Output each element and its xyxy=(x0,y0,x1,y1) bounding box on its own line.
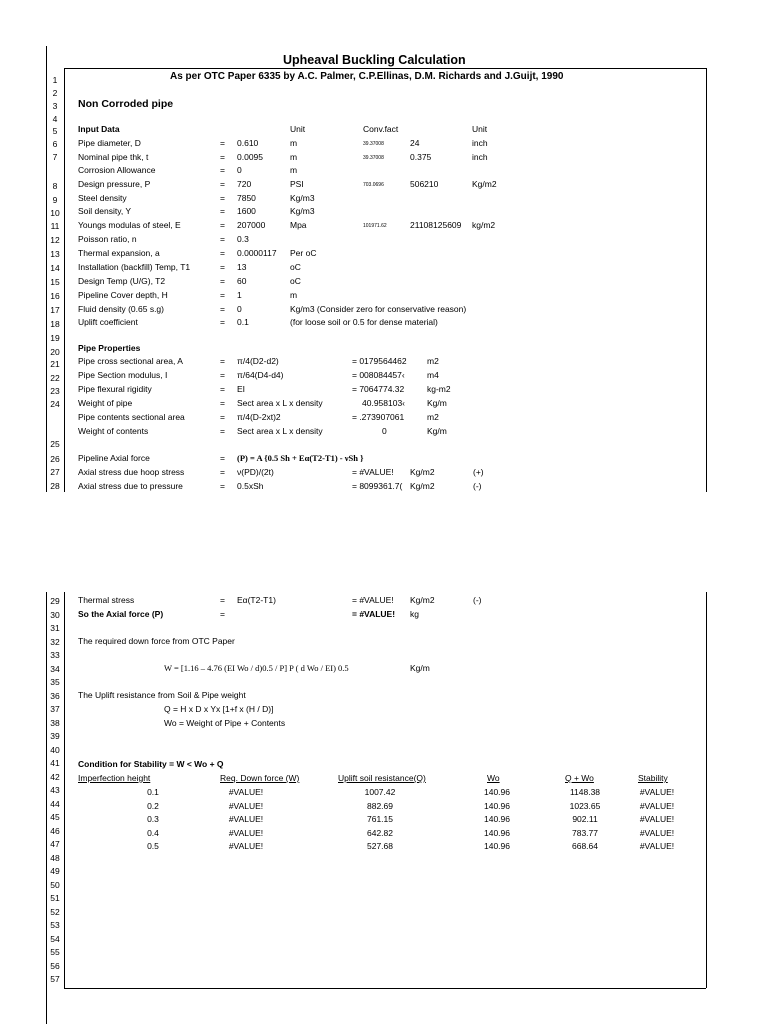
row-number: 42 xyxy=(50,771,60,782)
input-value: 7850 xyxy=(237,193,256,203)
wo-header: Wo xyxy=(487,773,500,783)
uplift-resistance-header: Uplift soil resistance(Q) xyxy=(338,773,426,783)
q-formula: Q = H x D x Yx [1+f x (H / D)] xyxy=(164,704,274,714)
stability-cell: #VALUE! xyxy=(639,787,675,797)
axial-label: Axial stress due to pressure xyxy=(78,481,183,491)
input-unit: Kg/m3 xyxy=(290,206,315,216)
row-number: 12 xyxy=(50,235,60,245)
property-unit: Kg/m xyxy=(427,398,447,408)
row-number: 13 xyxy=(50,249,60,259)
axial-sign: (-) xyxy=(473,481,482,491)
row-number: 52 xyxy=(50,906,60,917)
property-formula: π/4(D2-d2) xyxy=(237,356,279,366)
input-equals: = xyxy=(220,193,225,203)
input-value: 1 xyxy=(237,290,242,300)
input-equals: = xyxy=(220,276,225,286)
uplift-resistance-cell: 882.69 xyxy=(367,800,393,811)
axial-unit: Kg/m2 xyxy=(410,481,435,491)
row-number: 47 xyxy=(50,839,60,849)
conv-factor: 39.37008 xyxy=(363,155,384,161)
row-number: 31 xyxy=(50,623,60,633)
row-number: 6 xyxy=(52,139,58,149)
imperfection-height-cell: 0.2 xyxy=(147,800,159,811)
row-number: 40 xyxy=(50,744,60,755)
down-force-cell: #VALUE! xyxy=(228,827,264,838)
row-number: 24 xyxy=(50,399,60,409)
required-down-force-text: The required down force from OTC Paper xyxy=(78,636,235,646)
row-number: 39 xyxy=(50,731,60,741)
uplift-resistance-cell: 1007.42 xyxy=(364,787,396,797)
row-number: 2 xyxy=(52,88,58,98)
imperfection-height-cell: 0.5 xyxy=(147,841,159,851)
input-unit: Kg/m3 (Consider zero for conservative reason) xyxy=(290,304,467,314)
property-unit: m2 xyxy=(427,412,439,422)
uplift-resistance-text: The Uplift resistance from Soil & Pipe weight xyxy=(78,690,246,700)
input-value: 0.0000117 xyxy=(237,248,277,258)
property-value: = .273907061 xyxy=(352,412,405,422)
input-unit: Mpa xyxy=(290,220,307,230)
property-value: = 0179564462 xyxy=(352,356,407,366)
row-number: 50 xyxy=(50,879,60,890)
property-unit: m2 xyxy=(427,356,439,366)
row-number: 23 xyxy=(50,386,60,396)
input-unit: oC xyxy=(290,262,301,272)
input-value: 0.3 xyxy=(237,234,249,244)
input-value: 60 xyxy=(237,276,247,286)
property-formula: π/64(D4-d4) xyxy=(237,370,284,380)
axial-force-eq: = xyxy=(220,609,225,619)
axial-equals: = xyxy=(220,481,225,491)
input-unit: PSI xyxy=(290,179,304,189)
row-number: 29 xyxy=(50,596,60,606)
page1-rownum-divider xyxy=(64,68,65,492)
row-number: 30 xyxy=(50,609,60,620)
wo-cell: 140.96 xyxy=(484,814,510,824)
property-equals: = xyxy=(220,370,225,380)
conv-factor: 703.0696 xyxy=(363,182,384,188)
row-number: 14 xyxy=(50,263,60,273)
stability-condition: Condition for Stability = W < Wo + Q xyxy=(78,759,224,769)
wo-cell: 140.96 xyxy=(484,827,510,838)
input-label: Soil density, Y xyxy=(78,206,132,216)
imperfection-height-cell: 0.4 xyxy=(147,827,159,838)
property-label: Weight of contents xyxy=(78,426,149,436)
wo-formula: Wo = Weight of Pipe + Contents xyxy=(164,718,286,728)
down-force-cell: #VALUE! xyxy=(228,787,264,797)
stability-cell: #VALUE! xyxy=(639,827,675,838)
input-value: 0.610 xyxy=(237,138,259,148)
row-number: 18 xyxy=(50,319,60,329)
q-plus-wo-cell: 902.11 xyxy=(572,814,598,824)
input-label: Poisson ratio, n xyxy=(78,234,137,244)
property-value: 0 xyxy=(382,426,387,436)
axial-formula: ν(PD)/(2t) xyxy=(237,467,274,477)
property-unit: m4 xyxy=(427,370,439,380)
property-formula: EI xyxy=(237,384,246,394)
page1-right-border xyxy=(706,68,707,492)
row-number: 22 xyxy=(50,373,60,383)
input-value: 207000 xyxy=(237,220,266,230)
page2-bottom-rule xyxy=(64,988,706,989)
property-formula: Sect area x L x density xyxy=(237,426,323,436)
row-number: 17 xyxy=(50,305,60,315)
row-number: 34 xyxy=(50,663,60,674)
row-number: 28 xyxy=(50,481,60,491)
input-value: 13 xyxy=(237,262,247,272)
axial-label: Axial stress due hoop stress xyxy=(78,467,185,477)
property-equals: = xyxy=(220,384,225,394)
input-equals: = xyxy=(220,317,225,327)
input-equals: = xyxy=(220,165,225,175)
wo-cell: 140.96 xyxy=(484,787,510,797)
input-value: 0.0095 xyxy=(237,152,263,162)
row-number: 25 xyxy=(50,439,60,449)
axial-force-label: So the Axial force (P) xyxy=(78,609,164,619)
axial-force-value: = #VALUE! xyxy=(352,609,396,619)
wo-cell: 140.96 xyxy=(484,800,510,811)
stability-cell: #VALUE! xyxy=(639,800,675,811)
axial-value: = #VALUE! xyxy=(352,467,394,477)
property-equals: = xyxy=(220,426,225,436)
row-number: 19 xyxy=(50,333,60,343)
w-formula: W = [1.16 – 4.76 (EI Wo / d)0.5 / P] P ( d Wo / EI) 0.5 xyxy=(164,663,349,673)
row-number: 43 xyxy=(50,785,60,795)
property-equals: = xyxy=(220,412,225,422)
input-equals: = xyxy=(220,152,225,162)
input-unit: Per oC xyxy=(290,248,317,258)
input-label: Uplift coefficient xyxy=(78,317,138,327)
section-title: Non Corroded pipe xyxy=(78,98,174,110)
converted-unit: inch xyxy=(472,138,488,148)
input-unit: m xyxy=(290,165,298,175)
axial-formula: (P) = A {0.5 Sh + Eα(T2-T1) - νSh } xyxy=(237,453,364,463)
input-data-header: Input Data xyxy=(78,124,120,134)
thermal-stress-unit: Kg/m2 xyxy=(410,595,435,605)
input-label: Youngs modulas of steel, E xyxy=(78,220,181,230)
row-number: 15 xyxy=(50,277,60,287)
w-unit: Kg/m xyxy=(410,663,430,673)
converted-value: 506210 xyxy=(410,179,439,189)
converted-value: 21108125609 xyxy=(410,220,462,230)
input-unit: m xyxy=(290,290,298,300)
imperfection-height-header: Imperfection height xyxy=(78,773,151,783)
converted-unit: Kg/m2 xyxy=(472,179,497,189)
row-number: 56 xyxy=(50,960,60,971)
input-unit: (for loose soil or 0.5 for dense material) xyxy=(290,317,438,327)
q-plus-wo-cell: 1148.38 xyxy=(569,787,601,797)
page2-right-border xyxy=(706,592,707,988)
row-number: 46 xyxy=(50,825,60,836)
input-equals: = xyxy=(220,234,225,244)
input-value: 0 xyxy=(237,165,242,175)
page1-top-rule xyxy=(64,68,706,69)
row-number: 5 xyxy=(52,126,58,136)
axial-force-unit: kg xyxy=(410,609,419,619)
row-number: 36 xyxy=(50,690,60,701)
row-number: 7 xyxy=(52,152,58,162)
uplift-resistance-cell: 642.82 xyxy=(367,827,393,838)
down-force-cell: #VALUE! xyxy=(228,841,264,851)
row-number: 9 xyxy=(52,195,58,205)
axial-unit: Kg/m2 xyxy=(410,467,435,477)
page-title: Upheaval Buckling Calculation xyxy=(283,53,466,67)
stability-header: Stability xyxy=(638,773,668,783)
input-equals: = xyxy=(220,138,225,148)
q-plus-wo-header: Q + Wo xyxy=(565,773,594,783)
property-label: Pipe contents sectional area xyxy=(78,412,185,422)
input-unit: Kg/m3 xyxy=(290,193,315,203)
conv-fact-header: Conv.fact xyxy=(363,124,399,134)
input-label: Design pressure, P xyxy=(78,179,151,189)
row-number: 41 xyxy=(50,758,60,768)
row-number: 4 xyxy=(52,114,58,124)
input-value: 0 xyxy=(237,304,242,314)
row-number: 11 xyxy=(50,221,60,231)
input-equals: = xyxy=(220,179,225,189)
axial-formula: 0.5xSh xyxy=(237,481,264,491)
property-equals: = xyxy=(220,356,225,366)
q-plus-wo-cell: 783.77 xyxy=(572,827,598,838)
q-plus-wo-cell: 668.64 xyxy=(572,841,598,851)
input-label: Corrosion Allowance xyxy=(78,165,156,175)
row-number: 27 xyxy=(50,467,60,477)
input-equals: = xyxy=(220,248,225,258)
down-force-cell: #VALUE! xyxy=(228,814,264,824)
row-number: 54 xyxy=(50,933,60,944)
property-label: Weight of pipe xyxy=(78,398,133,408)
pipe-properties-header: Pipe Properties xyxy=(78,343,141,353)
row-number: 44 xyxy=(50,798,60,809)
input-equals: = xyxy=(220,290,225,300)
converted-unit: kg/m2 xyxy=(472,220,496,230)
converted-unit: inch xyxy=(472,152,488,162)
input-value: 0.1 xyxy=(237,317,249,327)
thermal-stress-value: = #VALUE! xyxy=(352,595,394,605)
wo-cell: 140.96 xyxy=(484,841,510,851)
row-number: 32 xyxy=(50,636,60,647)
axial-equals: = xyxy=(220,467,225,477)
row-number: 57 xyxy=(50,974,60,984)
row-number: 45 xyxy=(50,812,60,822)
property-unit: Kg/m xyxy=(427,426,447,436)
uplift-resistance-cell: 527.68 xyxy=(367,841,393,851)
unit2-header: Unit xyxy=(472,124,488,134)
row-number: 20 xyxy=(50,347,60,357)
input-equals: = xyxy=(220,304,225,314)
row-number: 37 xyxy=(50,704,60,714)
axial-sign: (+) xyxy=(473,467,484,477)
input-label: Thermal expansion, a xyxy=(78,248,160,258)
property-label: Pipe flexural rigidity xyxy=(78,384,152,394)
property-value: 40.958103‹ xyxy=(362,398,406,408)
input-label: Installation (backfill) Temp, T1 xyxy=(78,262,191,272)
input-equals: = xyxy=(220,220,225,230)
q-plus-wo-cell: 1023.65 xyxy=(569,800,601,811)
input-value: 1600 xyxy=(237,206,256,216)
input-label: Pipe diameter, D xyxy=(78,138,141,148)
row-number: 21 xyxy=(50,359,60,369)
row-number: 35 xyxy=(50,677,60,687)
uplift-resistance-cell: 761.15 xyxy=(367,814,393,824)
page2-rownum-divider xyxy=(64,592,65,988)
row-number: 26 xyxy=(50,454,60,464)
property-label: Pipe cross sectional area, A xyxy=(78,356,183,366)
input-equals: = xyxy=(220,262,225,272)
row-number: 10 xyxy=(50,208,60,218)
property-label: Pipe Section modulus, I xyxy=(78,370,168,380)
thermal-stress-formula: Eα(T2-T1) xyxy=(237,595,276,605)
down-force-header: Req. Down force (W) xyxy=(220,773,300,783)
input-label: Pipeline Cover depth, H xyxy=(78,290,168,300)
input-label: Steel density xyxy=(78,193,127,203)
row-number: 51 xyxy=(50,893,60,903)
input-value: 720 xyxy=(237,179,252,189)
stability-cell: #VALUE! xyxy=(639,814,675,824)
input-unit: m xyxy=(290,138,298,148)
conv-factor: 101971.62 xyxy=(363,223,387,229)
axial-label: Pipeline Axial force xyxy=(78,453,150,463)
row-number: 33 xyxy=(50,650,60,660)
row-number: 38 xyxy=(50,717,60,728)
axial-value: = 8099361.7( xyxy=(352,481,403,491)
row-number: 3 xyxy=(52,101,58,111)
row-number: 1 xyxy=(52,75,58,85)
property-value: = 008084457‹ xyxy=(352,370,405,380)
property-formula: Sect area x L x density xyxy=(237,398,323,408)
conv-factor: 39.37008 xyxy=(363,141,384,147)
input-unit: oC xyxy=(290,276,301,286)
imperfection-height-cell: 0.1 xyxy=(147,787,159,797)
row-number: 49 xyxy=(50,866,60,876)
row-number: 16 xyxy=(50,291,60,301)
converted-value: 0.375 xyxy=(410,152,432,162)
row-number: 53 xyxy=(50,920,60,930)
converted-value: 24 xyxy=(410,138,420,148)
stability-cell: #VALUE! xyxy=(639,841,675,851)
row-number: 55 xyxy=(50,947,60,957)
unit-header: Unit xyxy=(290,124,306,134)
imperfection-height-cell: 0.3 xyxy=(147,814,159,824)
thermal-stress-sign: (-) xyxy=(473,595,482,605)
property-value: = 7064774.32 xyxy=(352,384,405,394)
row-number: 8 xyxy=(52,181,58,191)
input-unit: m xyxy=(290,152,298,162)
thermal-stress-label: Thermal stress xyxy=(78,595,135,605)
thermal-stress-eq: = xyxy=(220,595,225,605)
property-equals: = xyxy=(220,398,225,408)
page-subtitle: As per OTC Paper 6335 by A.C. Palmer, C.P.Ellinas, D.M. Richards and J.Guijt, 1990 xyxy=(170,71,564,82)
property-unit: kg-m2 xyxy=(427,384,451,394)
down-force-cell: #VALUE! xyxy=(228,800,264,811)
input-equals: = xyxy=(220,206,225,216)
row-number: 48 xyxy=(50,852,60,863)
input-label: Fluid density (0.65 s.g) xyxy=(78,304,164,314)
property-formula: π/4(D-2xt)2 xyxy=(237,412,281,422)
input-label: Design Temp (U/G), T2 xyxy=(78,276,166,286)
axial-equals: = xyxy=(220,453,225,463)
input-label: Nominal pipe thk, t xyxy=(78,152,149,162)
